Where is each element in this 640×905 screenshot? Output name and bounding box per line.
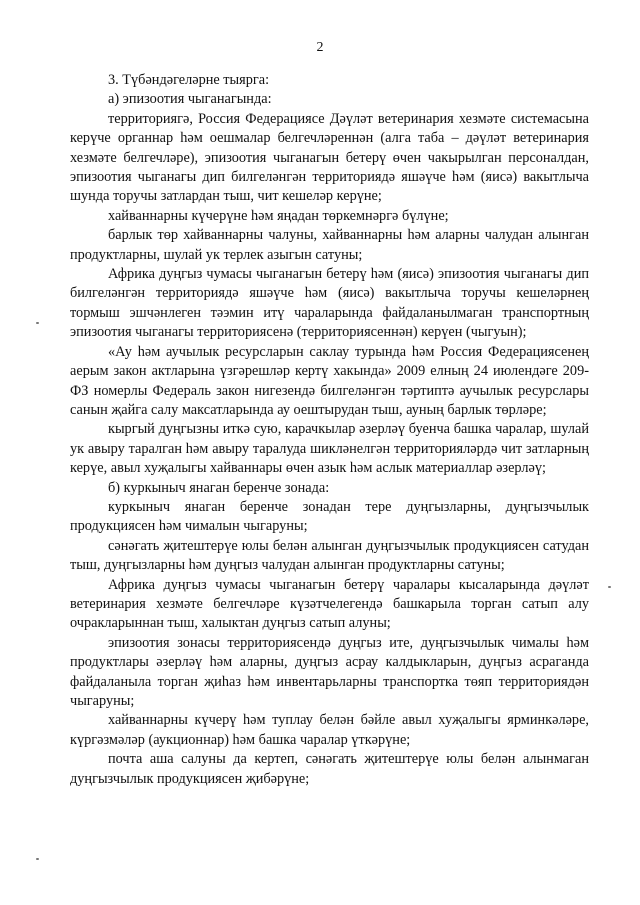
scan-speck <box>36 858 39 860</box>
paragraph: территориягә, Россия Федерациясе Дәүләт ветеринария хезмәте системасына керүче органнар һәм оешмалар белгечләреннән (алга таба – дәүләт ветеринария хезмәте белгечләре), эпизоотия чыганагын бетерү өчен чакырылган персоналдан, эпизоотия чыганагы дип билгеләнгән территориядә яшәүче һәм (яисә) вакытлыча шунда торучы затлардан тыш, чит кешеләр керүне; <box>70 110 589 205</box>
paragraph: хайваннарны күчерүне һәм яңадан төркемнәргә бүлүне; <box>108 207 449 224</box>
paragraph: Африка дуңгыз чумасы чыганагын бетерү чаралары кысаларында дәүләт ветеринария хезмәте белгечләре күзәтчелегендә башкарыла торган сатып алу очракларыннан тыш, халыктан дуңгыз сатып алуны; <box>70 576 589 632</box>
document-body <box>70 71 589 789</box>
paragraph: хайваннарны күчерү һәм туплау белән бәйле авыл хуҗалыгы ярминкәләре, күргәзмәләр (аукционнар) һәм башка чаралар үткәрүне; <box>70 712 589 748</box>
subsection-heading-a: а) эпизоотия чыганагында: <box>108 91 272 108</box>
paragraph: куркыныч янаган беренче зонадан тере дуңгызларны, дуңгызчылык продукциясен һәм чималын чыгаруны; <box>70 498 589 535</box>
scan-speck <box>36 322 39 324</box>
paragraph: сәнәгать җитештерүе юлы белән алынган дуңгызчылык продукциясен сатудан тыш, дуңгызларны һәм дуңгыз чалудан алынган продуктларны сатуны; <box>70 537 589 574</box>
section-heading: 3. Түбәндәгеләрне тыярга: <box>108 72 270 88</box>
paragraph: Африка дуңгыз чумасы чыганагын бетерү һәм (яисә) эпизоотия чыганагы дип билгеләнгән территориядә яшәүче һәм (яисә) вакытлыча торучы кешеләрнең тормыш эшчәнлеген тәэмин итү чараларында файдаланылмаган транспортның эпизоотия чыганагы территориясенә (территориясеннән) керүен (чыгуын); <box>70 266 589 341</box>
page-number: 2 <box>316 40 324 55</box>
paragraph: «Ау һәм аучылык ресурсларын саклау турында һәм Россия Федерациясенең аерым закон актларына үзгәрешләр кертү хакында» 2009 елның 24 июлендәге 209-ФЗ номерлы Федераль закон нигезендә билгеләнгән тәртиптә аучылык ресурслары санын җайга салу максатларында ау оештырудан тыш, ауның барлык төрләре; <box>70 343 589 418</box>
scan-speck <box>608 586 611 588</box>
paragraph: почта аша салуны да кертеп, сәнәгать җитештерүе юлы белән алынмаган дуңгызчылык продукциясен җибәрүне; <box>70 751 589 787</box>
paragraph: барлык төр хайваннарны чалуны, хайваннарны һәм аларны чалудан алынган продуктларны, шулай ук терлек азыгын сатуны; <box>70 227 589 263</box>
paragraph: эпизоотия зонасы территориясендә дуңгыз ите, дуңгызчылык чималы һәм продуктлары әзерләү һәм аларны, дуңгыз асрау калдыкларын, дуңгыз асраганда файдаланыла торган җиһаз һәм инвентарьларны транспортка төяп территориядән чыгаруны; <box>70 634 589 709</box>
paragraph: кыргый дуңгызны иткә сую, карачкылар әзерләү буенча башка чаралар, шулай ук авыру таралган һәм авыру таралуда шикләнелгән территорияләрдә чит затларның керүе, авыл хуҗалыгы хайваннары өчен азык һәм аслык материаллар әзерләү; <box>70 421 589 477</box>
subsection-heading-b: б) куркыныч янаган беренче зонада: <box>108 479 330 496</box>
